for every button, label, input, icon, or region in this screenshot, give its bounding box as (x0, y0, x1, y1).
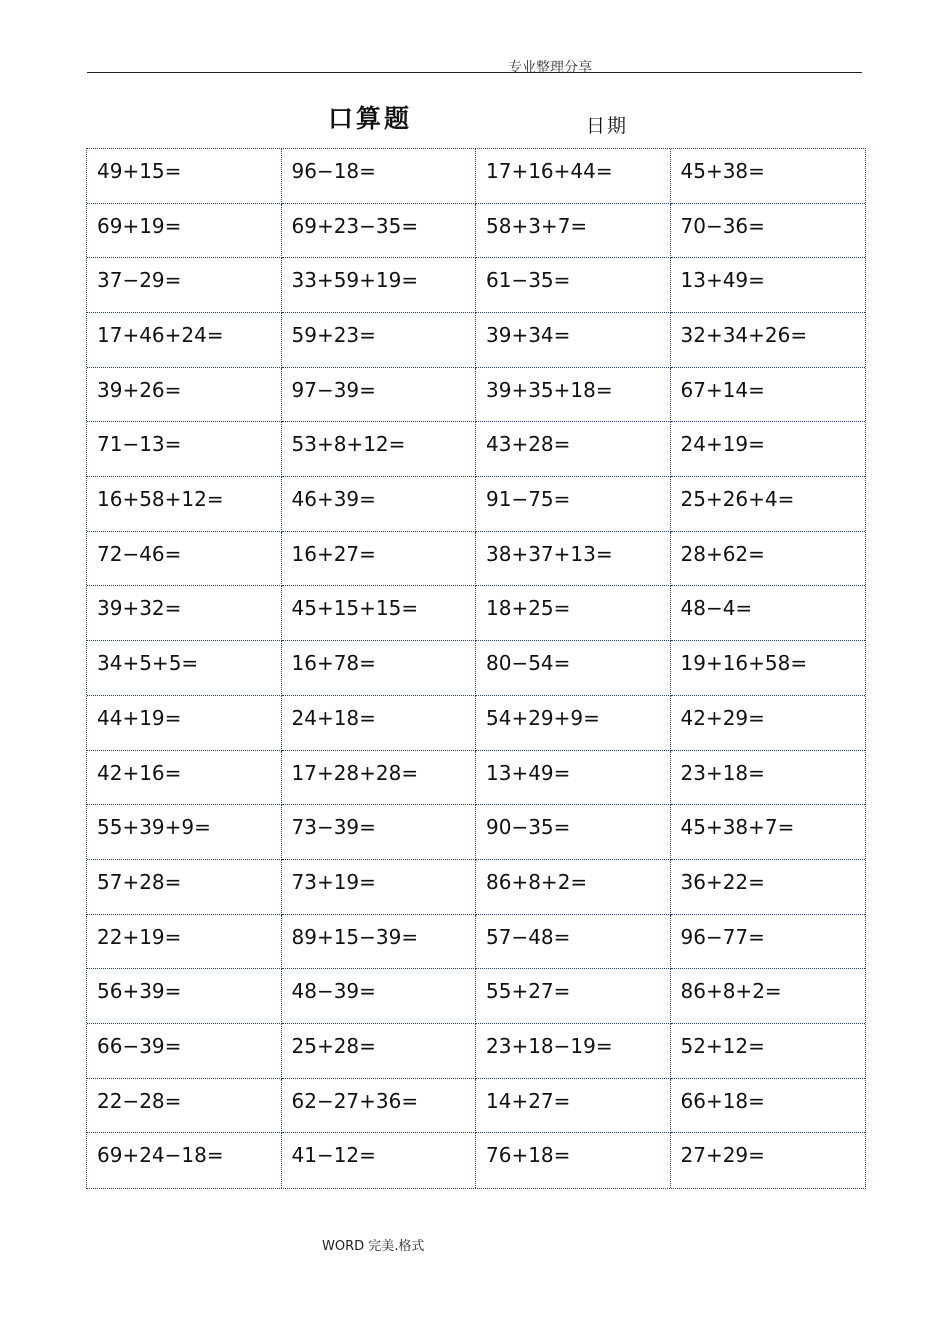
problem-cell: 66+18= (671, 1079, 866, 1134)
problem-cell: 70−36= (671, 204, 866, 259)
problem-cell: 28+62= (671, 532, 866, 587)
problem-cell: 61−35= (476, 258, 671, 313)
problem-cell: 57−48= (476, 915, 671, 970)
problem-cell: 34+5+5= (87, 641, 282, 696)
problem-cell: 22−28= (87, 1079, 282, 1134)
problem-cell: 45+38+7= (671, 805, 866, 860)
problem-cell: 39+26= (87, 368, 282, 423)
problem-cell: 49+15= (87, 149, 282, 204)
problem-cell: 36+22= (671, 860, 866, 915)
problem-cell: 52+12= (671, 1024, 866, 1079)
problem-cell: 46+39= (282, 477, 477, 532)
problem-cell: 25+28= (282, 1024, 477, 1079)
problem-cell: 44+19= (87, 696, 282, 751)
problem-cell: 23+18= (671, 751, 866, 806)
problem-cell: 13+49= (671, 258, 866, 313)
problem-cell: 16+27= (282, 532, 477, 587)
problem-cell: 69+19= (87, 204, 282, 259)
problem-cell: 97−39= (282, 368, 477, 423)
problem-cell: 39+32= (87, 586, 282, 641)
problem-cell: 86+8+2= (671, 969, 866, 1024)
problem-cell: 58+3+7= (476, 204, 671, 259)
problem-cell: 59+23= (282, 313, 477, 368)
problem-cell: 73−39= (282, 805, 477, 860)
problem-cell: 39+35+18= (476, 368, 671, 423)
problem-cell: 86+8+2= (476, 860, 671, 915)
problem-cell: 16+58+12= (87, 477, 282, 532)
problem-cell: 24+19= (671, 422, 866, 477)
page-footer-text: WORD 完美.格式 (322, 1239, 425, 1254)
problem-cell: 13+49= (476, 751, 671, 806)
problem-cell: 89+15−39= (282, 915, 477, 970)
page-header-text: 专业整理分享 (508, 60, 592, 76)
problem-cell: 80−54= (476, 641, 671, 696)
problem-cell: 19+16+58= (671, 641, 866, 696)
problem-cell: 33+59+19= (282, 258, 477, 313)
problem-cell: 41−12= (282, 1133, 477, 1188)
problem-cell: 62−27+36= (282, 1079, 477, 1134)
problem-cell: 14+27= (476, 1079, 671, 1134)
problem-cell: 73+19= (282, 860, 477, 915)
problem-cell: 96−77= (671, 915, 866, 970)
problem-cell: 45+38= (671, 149, 866, 204)
problem-cell: 17+28+28= (282, 751, 477, 806)
problem-cell: 71−13= (87, 422, 282, 477)
problem-cell: 96−18= (282, 149, 477, 204)
problem-cell: 56+39= (87, 969, 282, 1024)
problem-cell: 55+39+9= (87, 805, 282, 860)
problem-cell: 43+28= (476, 422, 671, 477)
problem-cell: 17+16+44= (476, 149, 671, 204)
problem-cell: 27+29= (680, 1143, 765, 1168)
problem-cell: 54+29+9= (476, 696, 671, 751)
problem-cell: 48−39= (282, 969, 477, 1024)
problem-cell: 23+18−19= (476, 1024, 671, 1079)
problem-cell: 69+24−18= (87, 1133, 282, 1188)
problem-cell: 42+16= (87, 751, 282, 806)
problem-cell: 76+18= (476, 1133, 671, 1188)
problem-cell: 32+34+26= (671, 313, 866, 368)
problem-cell: 48−4= (671, 586, 866, 641)
problem-grid (86, 148, 866, 1189)
problem-cell: 38+37+13= (476, 532, 671, 587)
problem-cell: 37−29= (87, 258, 282, 313)
problem-cell: 25+26+4= (671, 477, 866, 532)
problem-cell: 53+8+12= (282, 422, 477, 477)
problem-cell: 66−39= (87, 1024, 282, 1079)
problem-cell: 42+29= (671, 696, 866, 751)
problem-cell: 18+25= (476, 586, 671, 641)
problem-cell: 24+18= (282, 696, 477, 751)
problem-cell: 91−75= (476, 477, 671, 532)
problem-cell: 69+23−35= (282, 204, 477, 259)
date-label: 日期 (586, 115, 629, 137)
problem-cell: 72−46= (87, 532, 282, 587)
problem-cell: 17+46+24= (87, 313, 282, 368)
worksheet-title: 口算题 (328, 104, 413, 133)
problem-cell: 39+34= (476, 313, 671, 368)
problem-cell: 45+15+15= (282, 586, 477, 641)
header-divider (87, 72, 862, 73)
problem-cell: 16+78= (282, 641, 477, 696)
problem-cell: 57+28= (87, 860, 282, 915)
problem-cell: 22+19= (87, 915, 282, 970)
problem-cell: 90−35= (476, 805, 671, 860)
problem-cell: 67+14= (671, 368, 866, 423)
problem-cell: 55+27= (476, 969, 671, 1024)
